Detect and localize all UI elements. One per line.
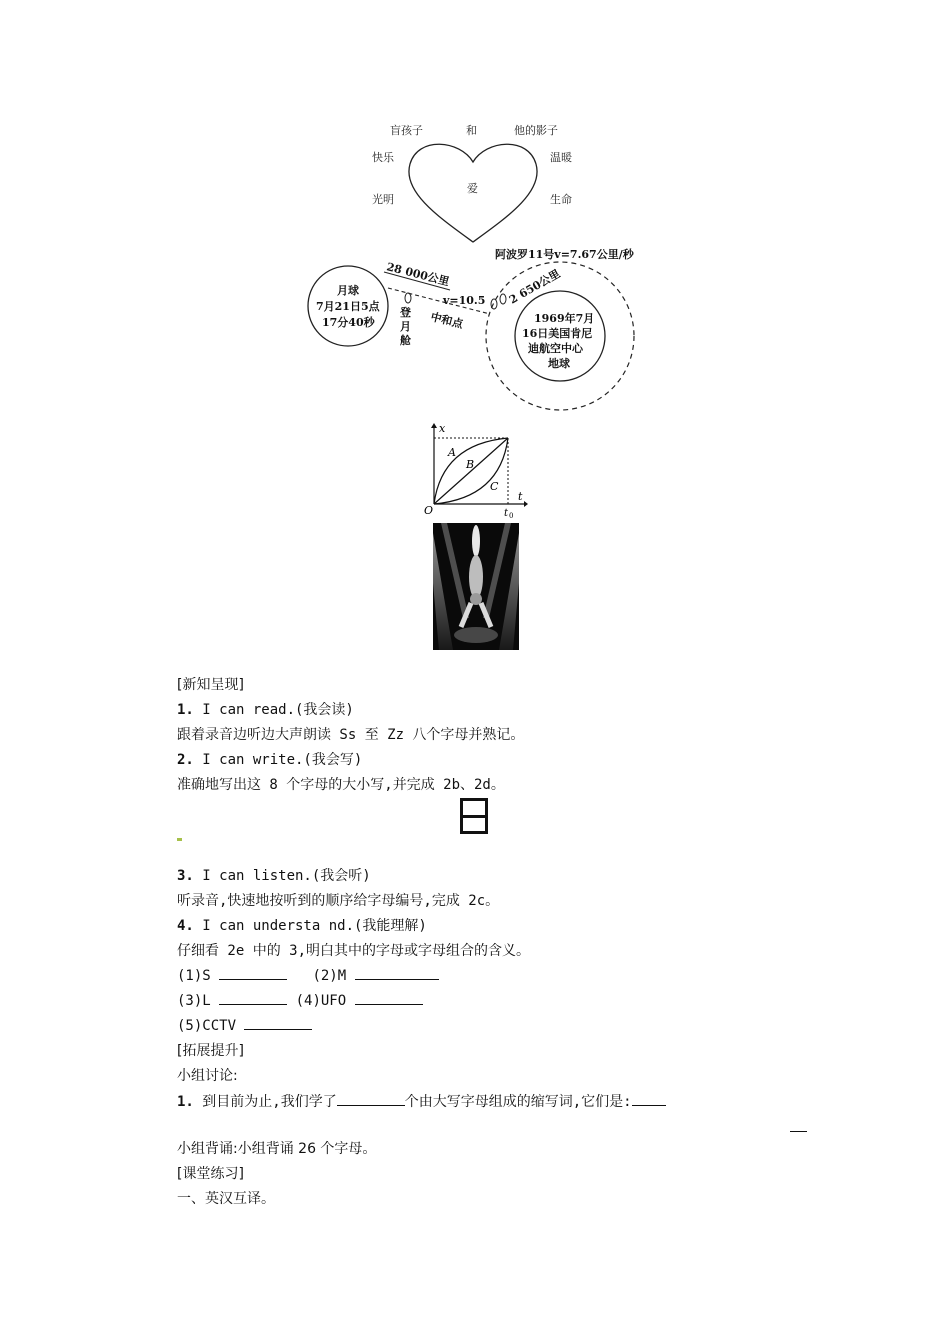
item-1-heading (177, 701, 354, 719)
question-row-3 (177, 1017, 312, 1035)
item-1-description: 跟着录音边听边大声朗读 Ss 至 Zz 八个字母并熟记。 (177, 727, 525, 743)
apollo-title: 阿波罗11号v=7.67公里/秒 (495, 248, 634, 261)
extension-item-1-blank-a[interactable] (337, 1093, 405, 1106)
question-2-label: (2)M (312, 968, 347, 984)
extension-item-1-blank-continued[interactable] (790, 1131, 807, 1132)
lander-label-3: 舱 (400, 334, 411, 347)
item-1-title: I can read.(我会读) (193, 702, 354, 718)
heart-label-top-right: 他的影子 (514, 124, 558, 137)
neutral-point-label: 中和点 (429, 310, 465, 331)
heart-label-center: 爱 (467, 182, 478, 195)
group-recite: 小组背诵:小组背诵 26 个字母。 (177, 1141, 377, 1157)
item-2-number: 2. (177, 752, 194, 768)
question-1-blank[interactable] (219, 967, 287, 980)
item-3-heading (177, 867, 371, 885)
moon-label-3: 17分40秒 (322, 316, 375, 329)
exercise-1-heading: 一、英汉互译。 (177, 1191, 275, 1207)
question-3-blank[interactable] (219, 992, 287, 1005)
heart-label-mid-right: 温暖 (550, 151, 572, 164)
spacecraft-marker-1 (405, 293, 411, 303)
heart-label-mid-left: 快乐 (372, 151, 394, 164)
extension-item-1 (177, 1093, 666, 1111)
question-4-blank[interactable] (355, 992, 423, 1005)
heart-figure (360, 118, 590, 248)
item-4-heading (177, 917, 427, 935)
question-3-label: (3)L (177, 993, 211, 1009)
x-axis-label: x (439, 422, 446, 435)
x-axis-arrow (431, 423, 437, 428)
item-4-title: I can understa nd.(我能理解) (193, 918, 427, 934)
origin-label: O (424, 504, 434, 517)
t0-subscript: 0 (509, 512, 514, 520)
extension-item-1-text-b: 个由大写字母组成的缩写词,它们是: (404, 1094, 632, 1110)
heart-label-bottom-left: 光明 (372, 193, 394, 206)
earth-label-3: 迪航空中心 (528, 342, 583, 355)
distance-label-2: 2 650公里 (507, 267, 563, 307)
earth-label-1: 1969年7月 (534, 312, 595, 325)
t-axis-arrow (524, 501, 528, 507)
question-row-1 (177, 967, 439, 985)
lander-label-1: 登 (400, 306, 411, 319)
item-4-description: 仔细看 2e 中的 3,明白其中的字母或字母组合的含义。 (177, 943, 530, 959)
extension-item-1-number: 1. (177, 1094, 194, 1110)
item-3-description: 听录音,快速地按听到的顺序给字母编号,完成 2c。 (177, 893, 500, 909)
section-new-knowledge: [新知呈现] (177, 677, 244, 693)
question-5-label: (5)CCTV (177, 1018, 237, 1034)
apollo-figure (300, 242, 650, 420)
extension-item-1-text-a: 到目前为止,我们学了 (193, 1094, 337, 1110)
velocity-label: v=10.5 (443, 294, 486, 307)
t0-label: t (504, 508, 509, 519)
heart-label-bottom-right: 生命 (550, 193, 572, 206)
item-4-number: 4. (177, 918, 194, 934)
item-3-title: I can listen.(我会听) (193, 868, 371, 884)
writing-grid-box (460, 798, 488, 834)
heart-label-top-mid: 和 (466, 124, 477, 137)
moon-label-1: 月球 (337, 284, 359, 297)
spacecraft-marker-3 (500, 294, 506, 304)
item-2-heading (177, 751, 362, 769)
item-1-number: 1. (177, 702, 194, 718)
group-discussion-label: 小组讨论: (177, 1068, 238, 1084)
extension-item-1-blank-b[interactable] (632, 1093, 666, 1106)
curve-a-label: A (448, 446, 456, 459)
earth-label-2: 16日美国肯尼 (522, 327, 593, 340)
earth-label-4: 地球 (548, 357, 570, 370)
section-classroom-practice: [课堂练习] (177, 1166, 244, 1182)
t-axis-label: t (518, 490, 523, 503)
question-4-label: (4)UFO (295, 993, 347, 1009)
spacecraft-marker-2 (491, 299, 497, 309)
item-2-title: I can write.(我会写) (193, 752, 363, 768)
question-row-2 (177, 992, 423, 1010)
item-2-description: 准确地写出这 8 个字母的大小写,并完成 2b、2d。 (177, 777, 505, 793)
gymnast-photo (433, 523, 519, 650)
curve-c-label: C (490, 480, 499, 493)
section-extension: [拓展提升] (177, 1043, 244, 1059)
curve-b-label: B (466, 458, 475, 471)
distance-label-1: 28 000公里 (385, 260, 451, 289)
item-3-number: 3. (177, 868, 194, 884)
writing-grid-line (463, 815, 485, 818)
xt-graph-figure (420, 420, 530, 520)
moon-label-2: 7月21日5点 (316, 300, 380, 313)
question-5-blank[interactable] (244, 1017, 312, 1030)
question-2-blank[interactable] (355, 967, 439, 980)
green-mark (177, 838, 182, 841)
lander-label-2: 月 (400, 320, 411, 333)
question-1-label: (1)S (177, 968, 211, 984)
heart-label-top-left: 盲孩子 (390, 124, 423, 137)
